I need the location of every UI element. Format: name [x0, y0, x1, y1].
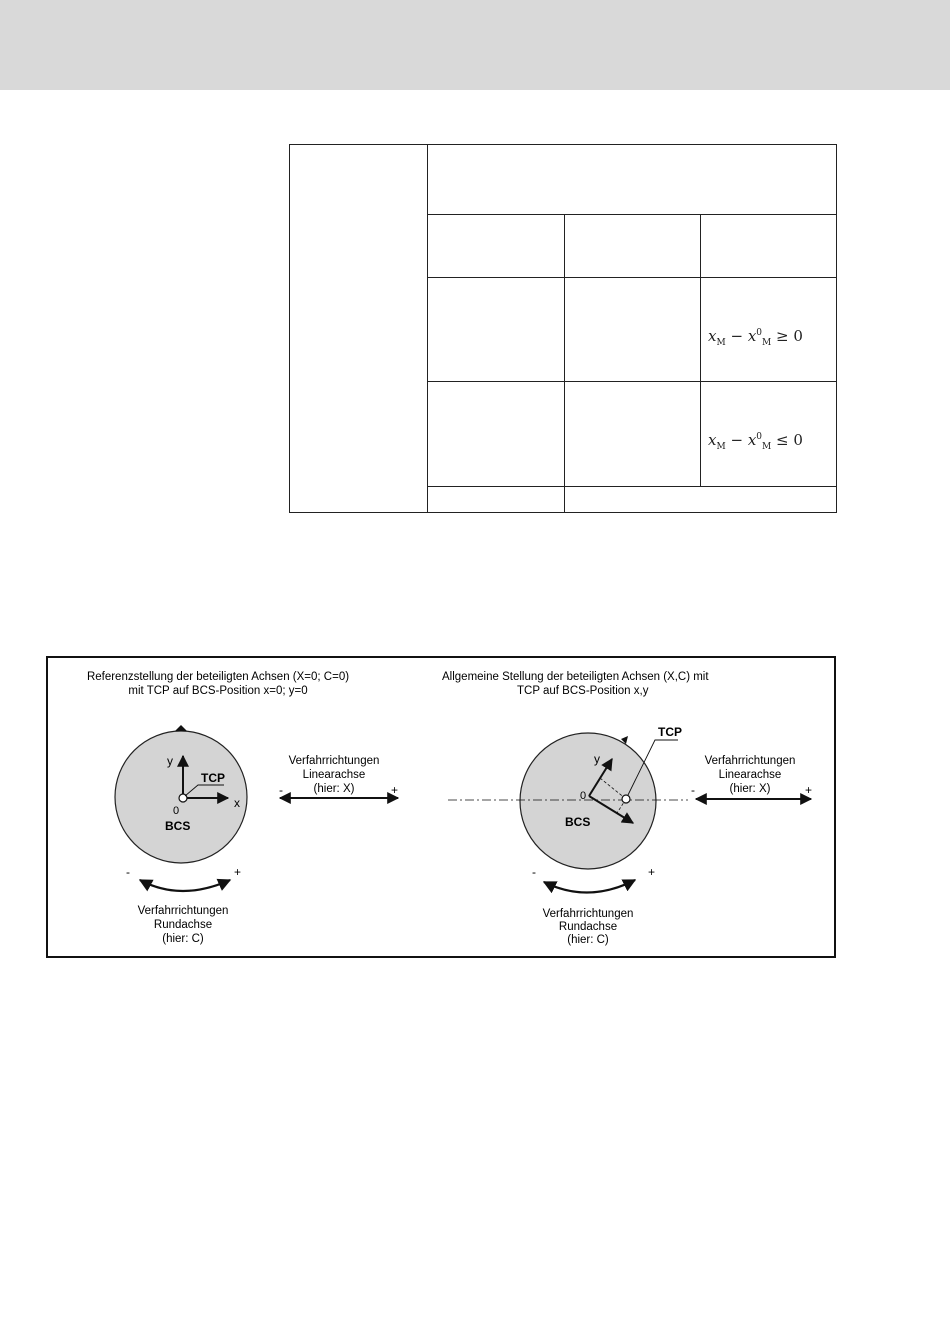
left-y-label: y: [167, 754, 173, 768]
left-rotary-arrow: [140, 880, 230, 891]
right-linear-title2: Linearachse: [718, 769, 782, 781]
formula-less-equal: $x_M - x^0_M \le 0$: [708, 431, 803, 452]
left-title-line2: mit TCP auf BCS-Position x=0; y=0: [128, 685, 308, 697]
left-rot-title2: Rundachse: [153, 919, 213, 931]
right-rot-minus: -: [532, 865, 536, 879]
left-x-label: x: [234, 796, 240, 810]
left-disc-marker: [175, 725, 187, 731]
right-rot-plus: +: [648, 865, 656, 879]
right-linear-minus: -: [691, 783, 695, 797]
left-title-line1: Referenzstellung der beteiligten Achsen (X=0; C=0): [86, 671, 350, 683]
right-bcs-label: BCS: [565, 815, 591, 829]
table-divider-vertical: [427, 145, 428, 512]
right-table-disc: [520, 733, 656, 869]
right-linear-plus: +: [805, 783, 813, 797]
table-divider: [700, 214, 701, 486]
left-linear-title1: Verfahrrichtungen: [288, 755, 380, 767]
right-rotary-arrow: [544, 880, 635, 893]
left-rot-minus: -: [126, 865, 130, 879]
axis-diagram-frame: [46, 656, 836, 958]
right-title-line1: Allgemeine Stellung der beteiligten Achsen (X,C) mit: [442, 671, 709, 683]
right-title-line2: TCP auf BCS-Position x,y: [517, 685, 649, 697]
left-linear-minus: -: [279, 783, 283, 797]
right-rot-title3: (hier: C): [567, 934, 609, 946]
left-linear-title3: (hier: X): [313, 783, 355, 795]
table-divider: [427, 381, 837, 382]
right-y-label: y: [594, 752, 600, 766]
left-linear-plus: +: [391, 783, 399, 797]
right-linear-title3: (hier: X): [729, 783, 771, 795]
right-rot-title2: Rundachse: [558, 921, 618, 933]
left-rot-title1: Verfahrrichtungen: [137, 905, 229, 917]
axis-diagram: [48, 658, 834, 956]
constraint-table: [289, 144, 837, 513]
right-rot-title1: Verfahrrichtungen: [542, 908, 634, 920]
right-linear-title1: Verfahrrichtungen: [704, 755, 796, 767]
left-linear-title2: Linearachse: [302, 769, 366, 781]
right-tcp-point: [622, 795, 630, 803]
left-rot-title3: (hier: C): [162, 933, 204, 945]
table-divider: [564, 214, 565, 512]
left-origin-label: 0: [173, 805, 180, 817]
left-tcp-label: TCP: [201, 771, 225, 785]
left-bcs-label: BCS: [165, 819, 191, 833]
table-divider: [427, 214, 837, 215]
left-rot-plus: +: [234, 865, 242, 879]
right-origin-label: 0: [580, 790, 587, 802]
page-header-band: [0, 0, 950, 90]
table-divider: [427, 486, 837, 487]
right-tcp-label: TCP: [658, 725, 682, 739]
table-divider: [427, 277, 837, 278]
formula-greater-equal: $x_M - x^0_M \ge 0$: [708, 327, 803, 348]
